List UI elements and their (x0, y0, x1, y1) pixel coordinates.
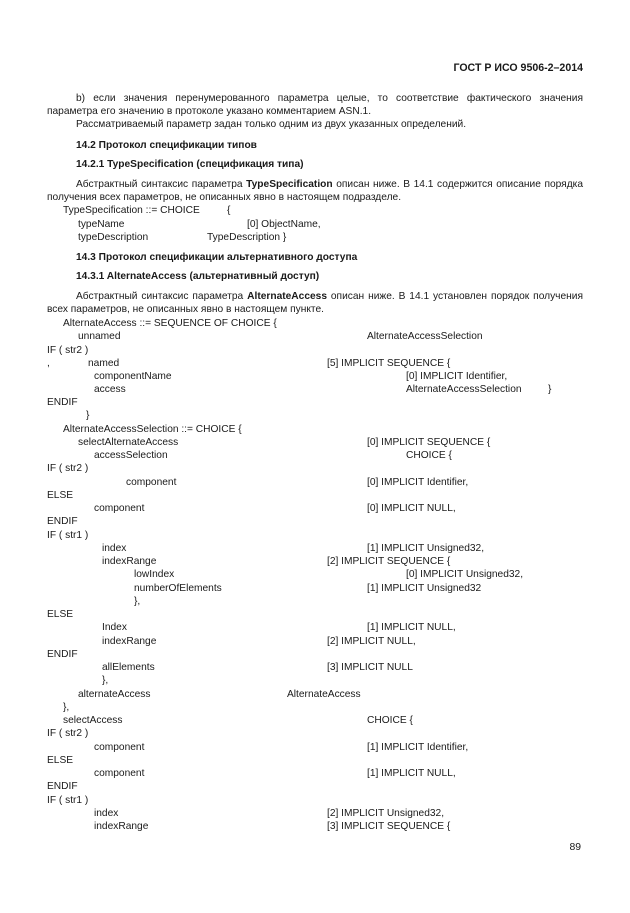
asn-line: TypeDescription } (207, 232, 287, 243)
asn-line: ENDIF (47, 649, 78, 660)
asn-line: AlternateAccess ::= SEQUENCE OF CHOICE { (63, 318, 277, 329)
asn-line: ELSE (47, 490, 74, 501)
section-14-3-1-heading: 14.3.1 AlternateAccess (альтернативный доступ) (76, 271, 320, 282)
asn-line: componentName (94, 371, 172, 382)
asn-line: alternateAccess (78, 689, 151, 700)
asn-line: IF ( str2 ) (47, 463, 89, 474)
section-14-2-1-text: Абстрактный синтаксис параметра TypeSpecification описан ниже. В 14.1 содержится описание порядка получения всех параметров, не описанных явно в настоящем подразделе. (47, 179, 583, 204)
intro-line-2: Рассматриваемый параметр задан только одним из двух указанных определений. (76, 119, 467, 131)
asn-line: CHOICE { (406, 450, 452, 461)
asn-line: AlternateAccessSelection (367, 331, 483, 342)
asn-line: indexRange (102, 556, 157, 567)
asn-line: component (94, 768, 145, 779)
asn-line: [3] IMPLICIT NULL (327, 662, 413, 673)
term-typespecification: TypeSpecification (246, 179, 333, 190)
asn-line: typeName (78, 219, 125, 230)
asn-line: indexRange (102, 636, 157, 647)
asn-line: [1] IMPLICIT Unsigned32, (367, 543, 485, 554)
asn-line: [2] IMPLICIT Unsigned32, (327, 808, 445, 819)
asn-line: [3] IMPLICIT SEQUENCE { (327, 821, 451, 832)
asn-line: [1] IMPLICIT NULL, (367, 622, 456, 633)
asn-line: } (548, 384, 552, 395)
asn-line: Index (102, 622, 127, 633)
asn-line: IF ( str1 ) (47, 795, 89, 806)
asn-line: } (86, 410, 90, 421)
asn-line: [1] IMPLICIT Identifier, (367, 742, 469, 753)
asn-line: [2] IMPLICIT SEQUENCE { (327, 556, 451, 567)
asn-line: ELSE (47, 755, 74, 766)
asn-line: [0] IMPLICIT NULL, (367, 503, 456, 514)
asn-line: unnamed (78, 331, 121, 342)
asn-line: }, (63, 702, 70, 713)
asn-line: IF ( str2 ) (47, 345, 89, 356)
asn-line: ELSE (47, 609, 74, 620)
asn-line: [0] IMPLICIT Unsigned32, (406, 569, 524, 580)
asn-line: selectAccess (63, 715, 123, 726)
asn-line: [0] IMPLICIT SEQUENCE { (367, 437, 491, 448)
asn-line: IF ( str2 ) (47, 728, 89, 739)
intro-paragraph (47, 92, 583, 132)
asn-line: [1] IMPLICIT Unsigned32 (367, 583, 482, 594)
section-14-2-heading: 14.2 Протокол спецификации типов (76, 140, 257, 151)
asn-line: [5] IMPLICIT SEQUENCE { (327, 358, 451, 369)
asn-line: CHOICE { (367, 715, 413, 726)
asn-line: index (94, 808, 119, 819)
asn-line: allElements (102, 662, 155, 673)
term-alternateaccess: AlternateAccess (247, 291, 327, 302)
asn-line: component (126, 477, 177, 488)
asn-line: named (88, 358, 120, 369)
asn-line: ENDIF (47, 397, 78, 408)
asn-line: selectAlternateAccess (78, 437, 179, 448)
asn-line: TypeSpecification ::= CHOICE (63, 205, 200, 216)
asn-line: [0] IMPLICIT Identifier, (367, 477, 469, 488)
asn-line: , (47, 358, 50, 369)
asn-line: IF ( str1 ) (47, 530, 89, 541)
asn-line: lowIndex (134, 569, 175, 580)
asn-line: component (94, 503, 145, 514)
asn-line: accessSelection (94, 450, 168, 461)
intro-line-1: b) если значения перенумерованного параметра целые, то соответствие фактического значения параметра его значению в протоколе указано комментарием ASN.1. (47, 93, 583, 118)
asn-line: typeDescription (78, 232, 149, 243)
asn-line: [2] IMPLICIT NULL, (327, 636, 416, 647)
asn-line: AlternateAccess (287, 689, 361, 700)
asn-line: }, (102, 675, 109, 686)
asn-line: numberOfElements (134, 583, 222, 594)
section-14-3-1-text: Абстрактный синтаксис параметра AlternateAccess описан ниже. В 14.1 установлен порядок получения всех параметров, не описанных явно в настоящем пункте. (47, 291, 583, 316)
asn-line: [0] ObjectName, (247, 219, 321, 230)
asn-line: { (227, 205, 231, 216)
asn-line: indexRange (94, 821, 149, 832)
section-14-2-1-heading: 14.2.1 TypeSpecification (спецификация типа) (76, 159, 304, 170)
section-14-3-heading: 14.3 Протокол спецификации альтернативного доступа (76, 252, 358, 263)
asn-line: access (94, 384, 126, 395)
asn-line: ENDIF (47, 781, 78, 792)
asn-line: AlternateAccessSelection ::= CHOICE { (63, 424, 242, 435)
page-number: 89 (569, 842, 581, 853)
asn-line: component (94, 742, 145, 753)
asn-line: index (102, 543, 127, 554)
asn-line: ENDIF (47, 516, 78, 527)
asn-line: AlternateAccessSelection (406, 384, 522, 395)
asn-line: [1] IMPLICIT NULL, (367, 768, 456, 779)
asn-line: }, (134, 596, 141, 607)
asn-line: [0] IMPLICIT Identifier, (406, 371, 508, 382)
document-number-header: ГОСТ Р ИСО 9506-2–2014 (453, 62, 583, 74)
